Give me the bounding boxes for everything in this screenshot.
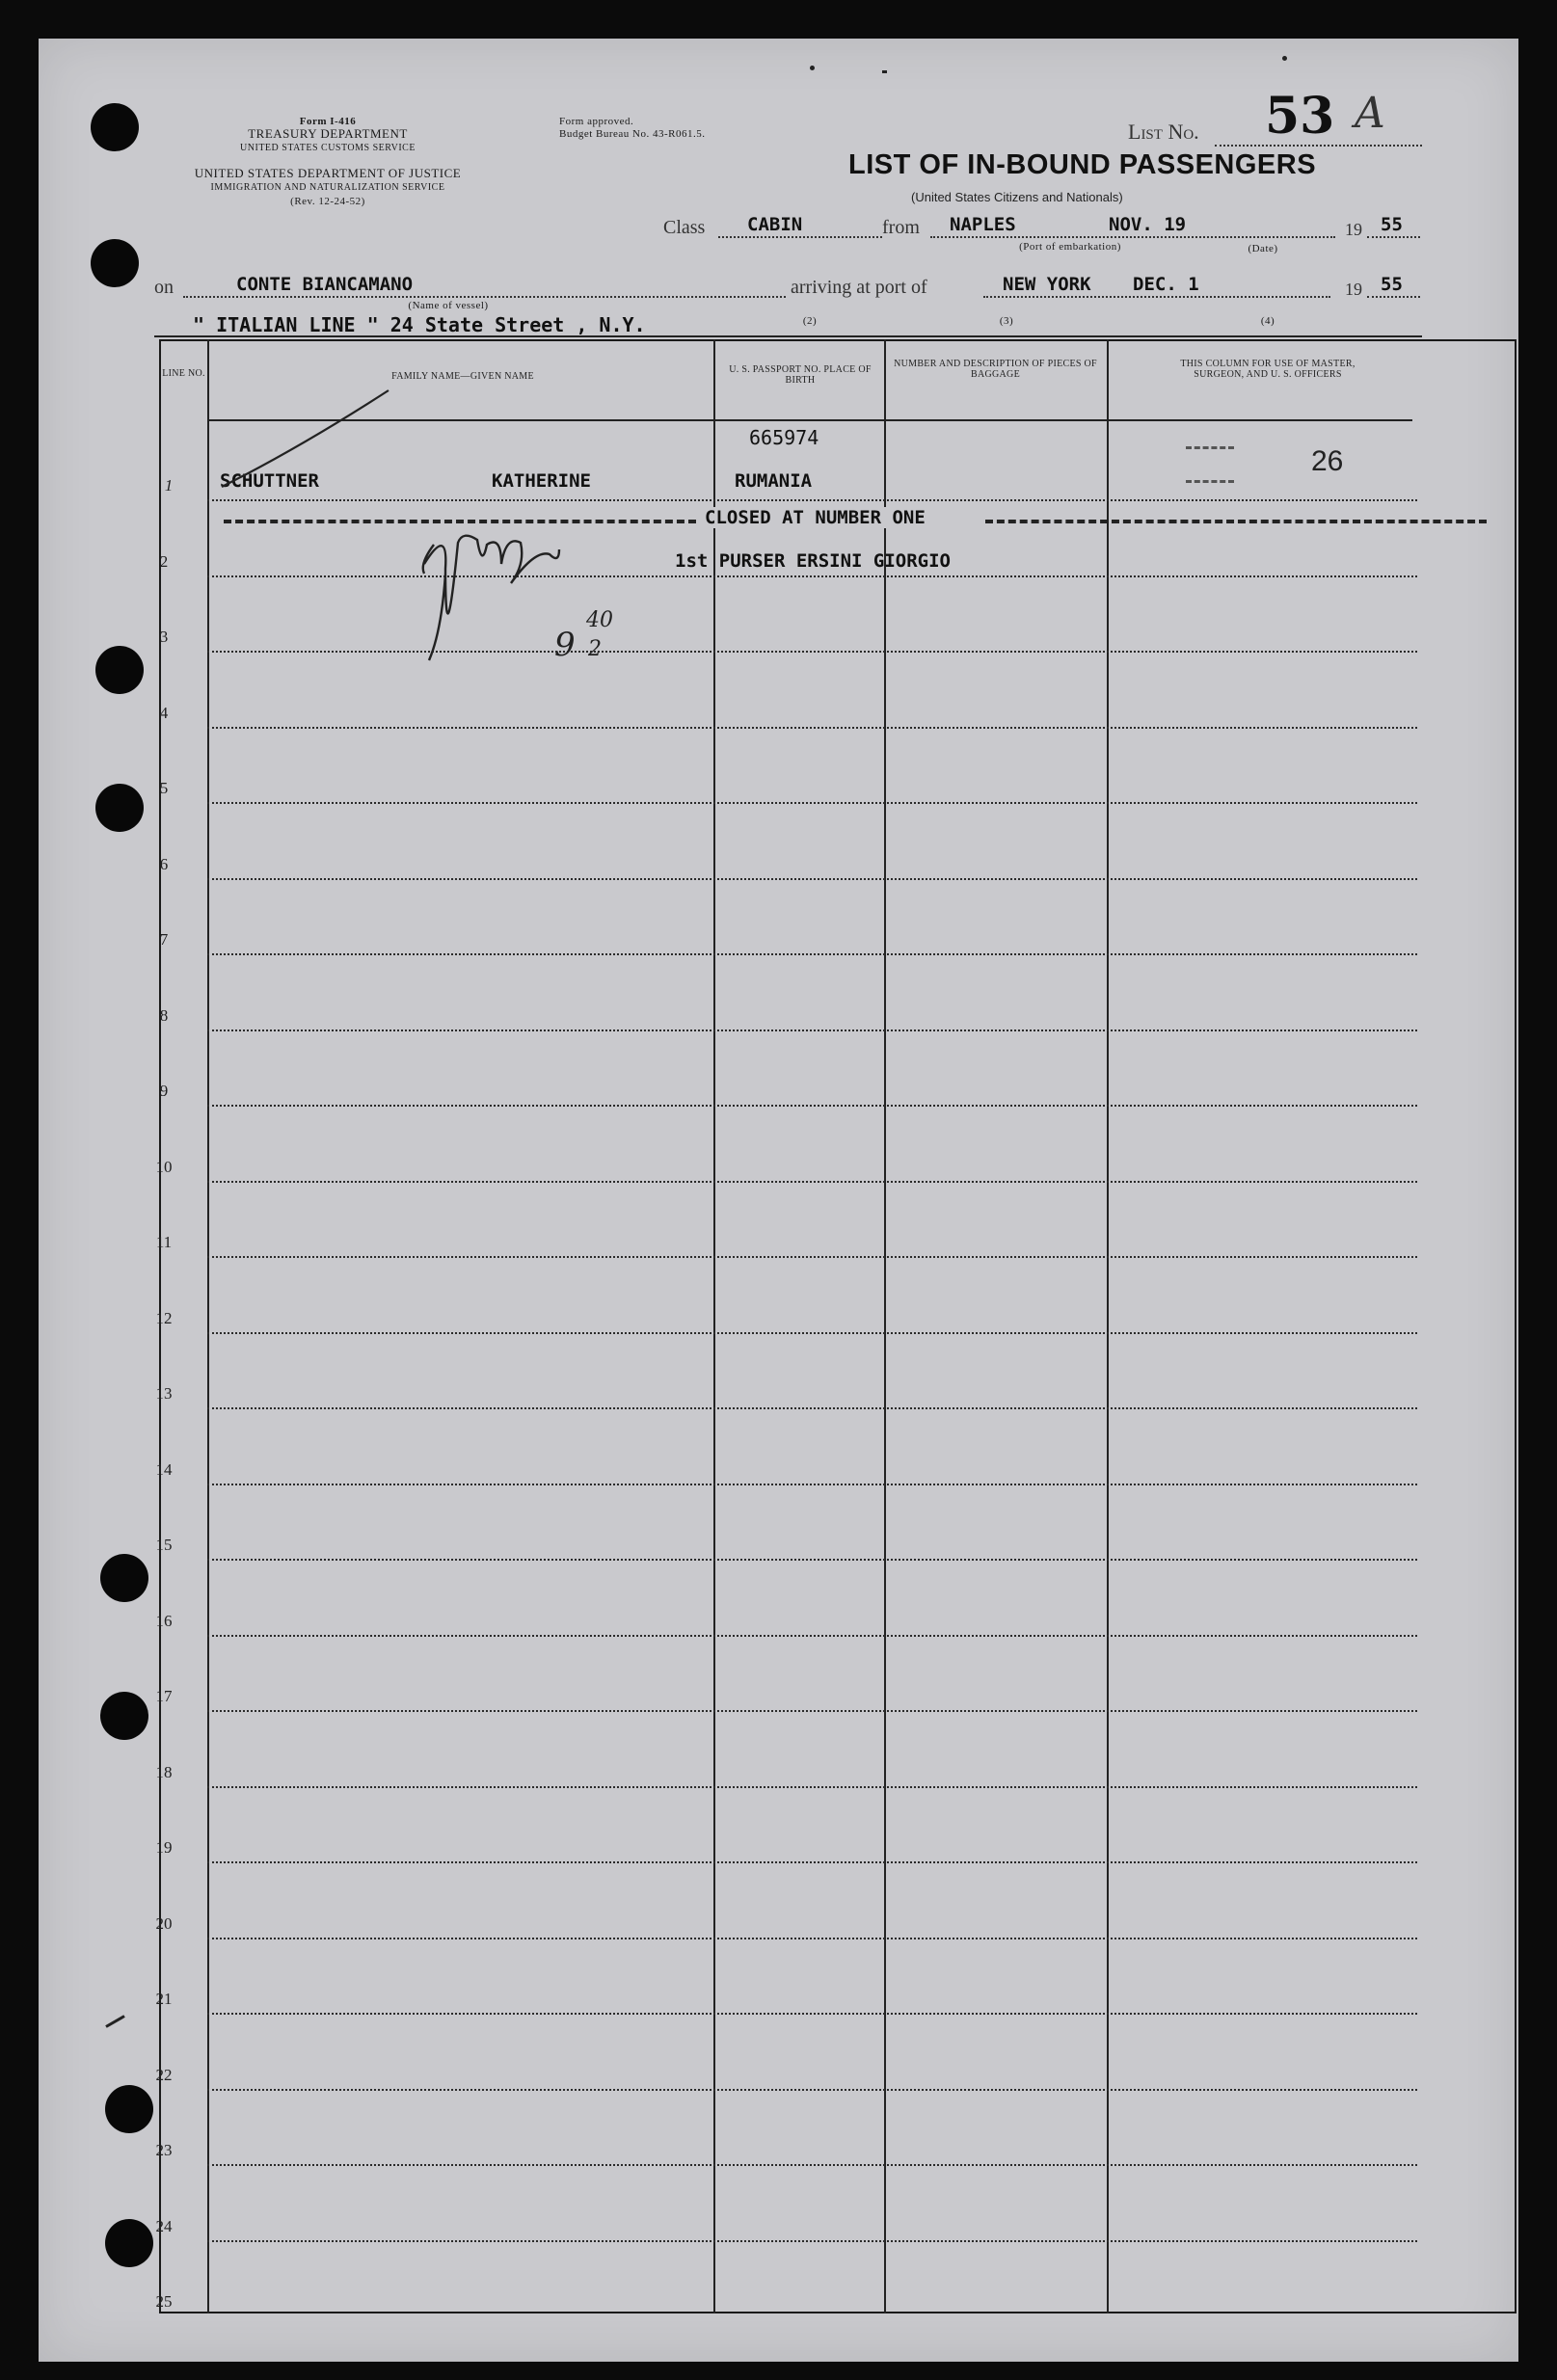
treasury-dept: TREASURY DEPARTMENT [248,126,408,141]
col-divider [713,339,715,2313]
row-number: 5 [159,779,169,797]
revision-date: (Rev. 12-24-52) [290,196,365,207]
customs-service: UNITED STATES CUSTOMS SERVICE [240,143,416,153]
embark-date: NOV. 19 [1109,214,1187,235]
closed-notice: CLOSED AT NUMBER ONE [701,507,929,528]
year-line [1367,236,1420,238]
place-of-birth: RUMANIA [735,470,813,492]
arrival-year-prefix: 19 [1345,280,1362,299]
row-rule [207,878,1417,880]
row-rule [207,1181,1417,1183]
port-caption: (Port of embarkation) [1019,241,1121,253]
row-number: 3 [159,628,169,646]
row-number: 23 [155,2141,173,2159]
page-mark [882,70,887,73]
form-approved: Form approved. [559,116,634,127]
closed-rule-right [985,520,1487,523]
row-number: 17 [155,1687,173,1705]
date-caption: (Date) [1248,243,1278,254]
header-rule [154,335,1422,337]
svg-text:2: 2 [588,637,602,661]
row-rule [207,802,1417,804]
from-label: from [882,217,920,238]
port-of-embarkation: NAPLES [950,214,1016,235]
row-rule [207,2089,1417,2091]
col-divider [1107,339,1109,2313]
col-divider [884,339,886,2313]
row-number: 14 [155,1459,173,1479]
arrival-port: NEW YORK [1003,274,1091,295]
row-rule [207,1030,1417,1031]
punch-hole [95,784,144,832]
row-rule [207,1256,1417,1258]
punch-hole [95,646,144,694]
arrival-date: DEC. 1 [1133,274,1199,295]
col-officers: THIS COLUMN FOR USE OF MASTER, SURGEON, AND U. S. OFFICERS [1180,359,1356,380]
row-rule [207,1861,1417,1863]
row-rule [207,1332,1417,1334]
row-rule [207,1484,1417,1485]
row-rule [207,727,1417,729]
row-number: 16 [155,1611,173,1630]
arrival-year: 55 [1381,274,1403,295]
row-rule [207,1635,1417,1637]
list-no-label: List No. [1128,120,1199,144]
handwritten-note: 9 [554,626,576,664]
row-number: 12 [155,1308,173,1327]
page-title: LIST OF IN-BOUND PASSENGERS [848,149,1317,180]
page-mark [810,66,815,70]
row-rule [207,2013,1417,2015]
on-label: on [154,277,174,298]
row-number: 8 [159,1005,169,1025]
row-number: 1 [164,476,174,495]
row-number: 19 [155,1838,173,1857]
list-no-suffix: A [1355,89,1385,138]
purser-name: 1st PURSER ERSINI GIORGIO [675,550,951,572]
punch-hole [91,103,139,151]
row-number: 10 [155,1157,173,1176]
given-name: KATHERINE [492,470,591,492]
officer-marks [1186,446,1234,483]
justice-dept: UNITED STATES DEPARTMENT OF JUSTICE [194,166,462,180]
page-subtitle: (United States Citizens and Nationals) [911,190,1123,204]
row-number: 24 [155,2216,173,2235]
row-number: 21 [155,1990,173,2008]
row-number: 9 [159,1082,169,1100]
row-number: 20 [155,1913,173,1933]
col-line-no: LINE NO. [162,368,205,379]
col-ref-3: (3) [999,315,1014,327]
row-rule [207,1786,1417,1788]
arrival-line [983,296,1330,298]
row-rule [207,1407,1417,1409]
row-number: 11 [155,1233,173,1251]
embark-year: 55 [1381,214,1403,235]
col-name: FAMILY NAME—GIVEN NAME [391,371,534,382]
col-ref-4: (4) [1260,315,1275,327]
vessel-line [183,296,786,298]
class-label: Class [663,217,706,238]
list-no-value: 53 [1265,87,1335,146]
row-number: 4 [159,703,169,722]
col-baggage: NUMBER AND DESCRIPTION OF PIECES OF BAGGAGE [894,359,1097,380]
col-passport: U. S. PASSPORT NO. PLACE OF BIRTH [729,364,872,386]
col-ref-2: (2) [802,315,818,327]
row-rule [207,1105,1417,1107]
row-rule [207,2240,1417,2242]
row-number: 15 [155,1536,173,1554]
line-address: " ITALIAN LINE " 24 State Street , N.Y. [193,313,646,336]
class-value: CABIN [747,214,803,235]
row-rule [207,2164,1417,2166]
form-number: Form I-416 [299,116,357,127]
ins-service: IMMIGRATION AND NATURALIZATION SERVICE [210,182,445,193]
vessel-caption: (Name of vessel) [408,300,489,311]
row-number: 13 [155,1384,173,1403]
row-rule [207,953,1417,955]
row-number: 25 [155,2292,173,2311]
arrival-year-line [1367,296,1420,298]
passport-number: 665974 [749,426,819,449]
row-number: 22 [155,2065,173,2084]
from-line [930,236,1335,238]
budget-bureau: Budget Bureau No. 43-R061.5. [559,128,706,140]
family-name: SCHUTTNER [220,470,319,492]
row-rule [207,1710,1417,1712]
row-number: 2 [159,551,169,571]
svg-text:40: 40 [586,608,613,632]
vessel-name: CONTE BIANCAMANO [236,274,414,295]
signature [193,371,694,670]
year-prefix: 19 [1345,220,1362,239]
row-number: 7 [159,930,169,949]
row-rule [207,1938,1417,1939]
punch-hole [105,2085,153,2133]
row-number: 18 [155,1762,173,1781]
punch-hole [100,1554,148,1602]
punch-hole [91,239,139,287]
row-rule [207,1559,1417,1561]
row-number: 6 [159,854,169,873]
arriving-label: arriving at port of [791,277,927,298]
page-mark [1282,56,1287,61]
officer-number: 26 [1311,445,1344,477]
class-line [718,236,882,238]
